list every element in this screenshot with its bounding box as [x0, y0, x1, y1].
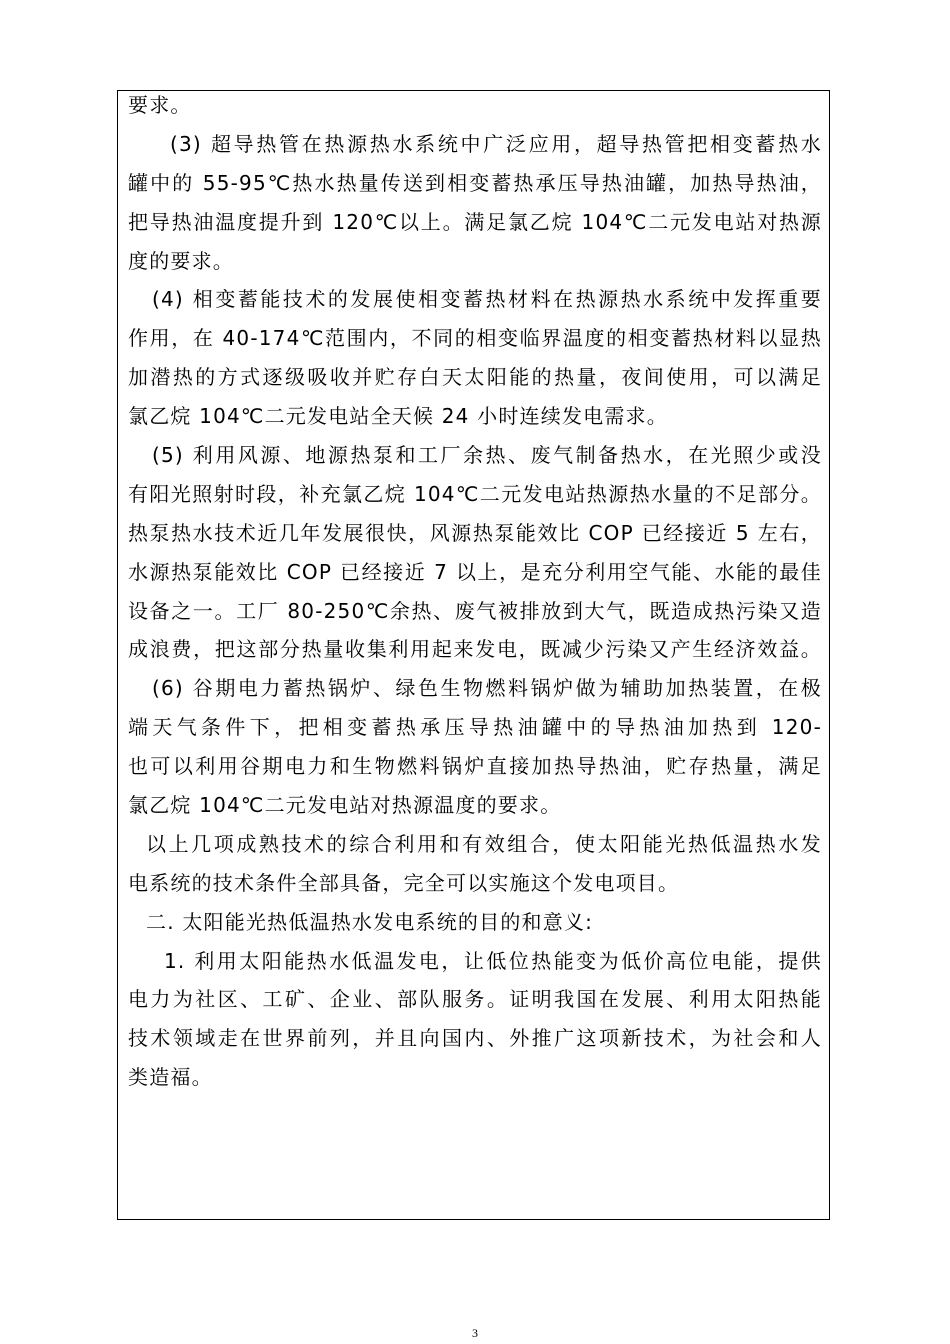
text-line: (6) 谷期电力蓄热锅炉、绿色生物燃料锅炉做为辅助加热装置，在极	[152, 676, 822, 701]
text-line: 有阳光照射时段，补充氯乙烷 104℃二元发电站热源热水量的不足部分。	[128, 481, 822, 506]
text-line: (5) 利用风源、地源热泵和工厂余热、废气制备热水，在光照少或没	[152, 443, 822, 468]
text-line: 也可以利用谷期电力和生物燃料锅炉直接加热导热油，贮存热量，满足	[128, 754, 822, 779]
text-line: 类造福。	[128, 1065, 213, 1090]
text-line: 成浪费，把这部分热量收集利用起来发电，既减少污染又产生经济效益。	[128, 637, 822, 662]
text-line: 加潜热的方式逐级吸收并贮存白天太阳能的热量，夜间使用，可以满足	[128, 365, 822, 390]
text-line: 度的要求。	[128, 248, 234, 273]
document-body	[128, 86, 822, 1097]
text-line: 电力为社区、工矿、企业、部队服务。证明我国在发展、利用太阳热能	[128, 987, 822, 1012]
text-line: 技术领域走在世界前列，并且向国内、外推广这项新技术，为社会和人	[128, 1026, 822, 1051]
text-line: 热泵热水技术近几年发展很快，风源热泵能效比 COP 已经接近 5 左右，	[128, 520, 822, 545]
text-line: 电系统的技术条件全部具备，完全可以实施这个发电项目。	[128, 870, 680, 895]
text-line: (3) 超导热管在热源热水系统中广泛应用，超导热管把相变蓄热水	[170, 131, 822, 156]
text-line: 以上几项成熟技术的综合利用和有效组合，使太阳能光热低温热水发	[146, 831, 822, 856]
text-line: 把导热油温度提升到 120℃以上。满足氯乙烷 104℃二元发电站对热源	[128, 209, 822, 234]
text-line: 水源热泵能效比 COP 已经接近 7 以上，是充分利用空气能、水能的最佳	[128, 559, 822, 584]
text-line: 要求。	[128, 93, 192, 117]
text-line: 氯乙烷 104℃二元发电站全天候 24 小时连续发电需求。	[128, 404, 668, 429]
text-line: 作用，在 40-174℃范围内，不同的相变临界温度的相变蓄热材料以显热	[128, 326, 822, 351]
text-line: 端天气条件下，把相变蓄热承压导热油罐中的导热油加热到 120-	[128, 715, 822, 740]
page-number: 3	[472, 1326, 478, 1340]
text-line: 氯乙烷 104℃二元发电站对热源温度的要求。	[128, 793, 562, 818]
text-line: (4) 相变蓄能技术的发展使相变蓄热材料在热源热水系统中发挥重要	[152, 287, 822, 312]
text-line: 1. 利用太阳能热水低温发电，让低位热能变为低价高位电能，提供	[164, 948, 822, 973]
text-line: 设备之一。工厂 80-250℃余热、废气被排放到大气，既造成热污染又造	[128, 598, 822, 623]
text-line: 罐中的 55-95℃热水热量传送到相变蓄热承压导热油罐，加热导热油，	[128, 170, 822, 195]
text-line: 二. 太阳能光热低温热水发电系统的目的和意义:	[146, 909, 594, 934]
